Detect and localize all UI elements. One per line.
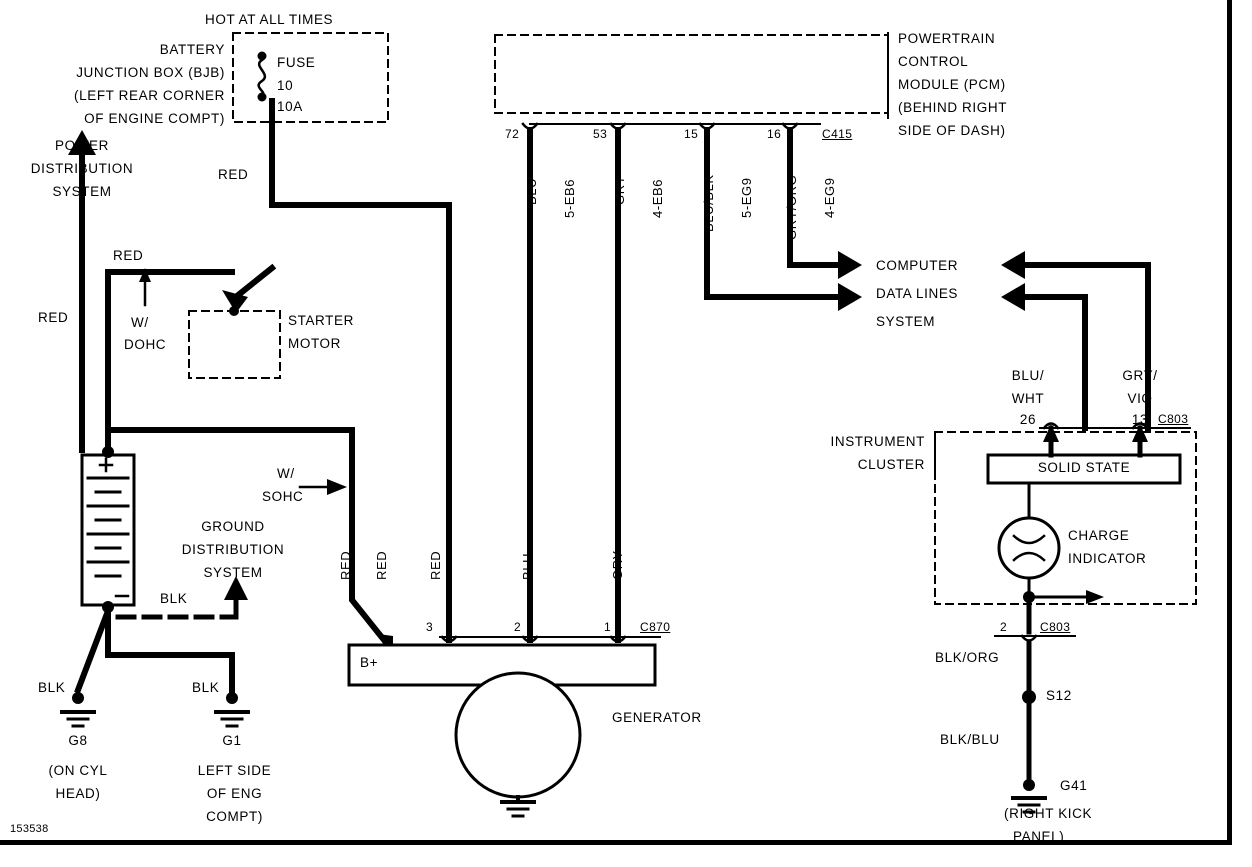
pcm-pin-15: 15	[684, 127, 699, 141]
ground-g1-id: G1	[222, 733, 242, 748]
label-starter-motor-1: STARTER	[288, 313, 354, 328]
label-starter-motor-2: MOTOR	[288, 336, 341, 351]
label-generator: GENERATOR	[612, 710, 702, 725]
ground-g1-desc3: COMPT)	[206, 809, 263, 824]
option-w-sohc-1: W/	[277, 466, 295, 481]
wire-label-blk-g8: BLK	[38, 680, 66, 695]
option-w-dohc-1: W/	[131, 315, 149, 330]
label-instrument-cluster-2: CLUSTER	[857, 457, 925, 472]
wire-label-gry-vio-1: GRY/	[1122, 368, 1158, 383]
label-power-distribution-3: SYSTEM	[52, 184, 112, 199]
circuit-4-eg9: 4-EG9	[822, 177, 837, 218]
label-ground-distribution-2: DISTRIBUTION	[181, 542, 285, 557]
wire-label-red-v2: RED	[374, 550, 389, 580]
label-bjb-line1: BATTERY	[159, 42, 225, 57]
label-pcm-line2: CONTROL	[898, 54, 969, 69]
label-hot-at-all-times: HOT AT ALL TIMES	[205, 12, 334, 27]
label-pcm-line3: MODULE (PCM)	[898, 77, 1006, 92]
circuit-5-eb6: 5-EB6	[562, 178, 577, 218]
label-fuse: FUSE	[277, 55, 316, 70]
label-b-plus: B+	[360, 655, 379, 670]
connector-c415: C415	[822, 127, 853, 141]
label-pcm-line4: (BEHIND RIGHT	[898, 100, 1008, 115]
circuit-5-eg9: 5-EG9	[739, 177, 754, 218]
ground-g8-id: G8	[68, 733, 88, 748]
gen-pin-2: 2	[514, 620, 522, 634]
gen-pin-1: 1	[604, 620, 612, 634]
circuit-4-eb6: 4-EB6	[650, 178, 665, 218]
label-computer-data-3: SYSTEM	[876, 314, 936, 329]
splice-s12: S12	[1046, 688, 1072, 703]
connector-c803-bottom: C803	[1040, 620, 1071, 634]
label-instrument-cluster-1: INSTRUMENT	[830, 434, 925, 449]
label-pcm-line1: POWERTRAIN	[898, 31, 996, 46]
pcm-pin-53: 53	[593, 127, 608, 141]
label-computer-data-1: COMPUTER	[876, 258, 959, 273]
label-computer-data-2: DATA LINES	[876, 286, 959, 301]
wire-label-gry-v: GRY	[610, 550, 625, 580]
wire-label-blk-g1: BLK	[192, 680, 220, 695]
label-solid-state: SOLID STATE	[1037, 460, 1131, 475]
wire-color-blu-pcm72: BLU	[524, 177, 539, 205]
wire-label-blu-wht-2: WHT	[1011, 391, 1045, 406]
pcm-pin-16: 16	[767, 127, 782, 141]
ground-g8-desc1: (ON CYL	[48, 763, 108, 778]
cluster-pin-26: 26	[1019, 412, 1037, 427]
label-bjb-line4: OF ENGINE COMPT)	[84, 111, 225, 126]
label-power-distribution-2: DISTRIBUTION	[30, 161, 134, 176]
label-bjb-line2: JUNCTION BOX (BJB)	[76, 65, 225, 80]
wire-label-red-v3: RED	[428, 550, 443, 580]
ground-g41-id: G41	[1060, 778, 1088, 793]
wire-label-blk-blu: BLK/BLU	[940, 732, 1000, 747]
cluster-pin-13: 13	[1131, 412, 1149, 427]
wire-label-red-v1: RED	[338, 550, 353, 580]
option-w-sohc-2: SOHC	[262, 489, 304, 504]
label-charge-indicator-1: CHARGE	[1068, 528, 1130, 543]
label-ground-distribution-3: SYSTEM	[203, 565, 263, 580]
wire-label-red-fuse-out: RED	[218, 167, 249, 182]
wire-color-gry-org: GRY/ORG	[784, 174, 799, 240]
label-ground-distribution-1: GROUND	[201, 519, 265, 534]
ground-g1-desc2: OF ENG	[206, 786, 263, 801]
label-bjb-line3: (LEFT REAR CORNER	[74, 88, 225, 103]
label-power-distribution-1: POWER	[54, 138, 109, 153]
label-charge-indicator-2: INDICATOR	[1068, 551, 1147, 566]
connector-c870: C870	[640, 620, 671, 634]
drawing-number: 153538	[10, 823, 49, 835]
option-w-dohc-2: DOHC	[124, 337, 167, 352]
wire-label-red-left: RED	[38, 310, 69, 325]
ground-g8-desc2: HEAD)	[55, 786, 101, 801]
label-fuse-number: 10	[277, 78, 294, 93]
cluster-pin-2: 2	[1000, 620, 1008, 634]
ground-g41-desc1: (RIGHT KICK	[1004, 806, 1093, 821]
connector-c803-top: C803	[1158, 412, 1189, 426]
wire-label-blu-v: BLU	[520, 552, 535, 580]
label-fuse-rating: 10A	[277, 99, 303, 114]
ground-g41-desc2: PANEL)	[1013, 829, 1065, 844]
wire-label-blk-ground-dist: BLK	[160, 591, 188, 606]
label-pcm-line5: SIDE OF DASH)	[898, 123, 1006, 138]
wire-label-gry-vio-2: VIO	[1127, 391, 1153, 406]
wire-color-gry-pcm53: GRY	[612, 175, 627, 205]
wire-label-blk-org: BLK/ORG	[935, 650, 1000, 665]
ground-g1-desc1: LEFT SIDE	[197, 763, 272, 778]
wire-color-blu-blk: BLU/BLK	[701, 174, 716, 232]
pcm-pin-72: 72	[505, 127, 520, 141]
gen-pin-3: 3	[426, 620, 434, 634]
wire-label-red-to-starter: RED	[113, 248, 144, 263]
wire-label-blu-wht-1: BLU/	[1011, 368, 1045, 383]
